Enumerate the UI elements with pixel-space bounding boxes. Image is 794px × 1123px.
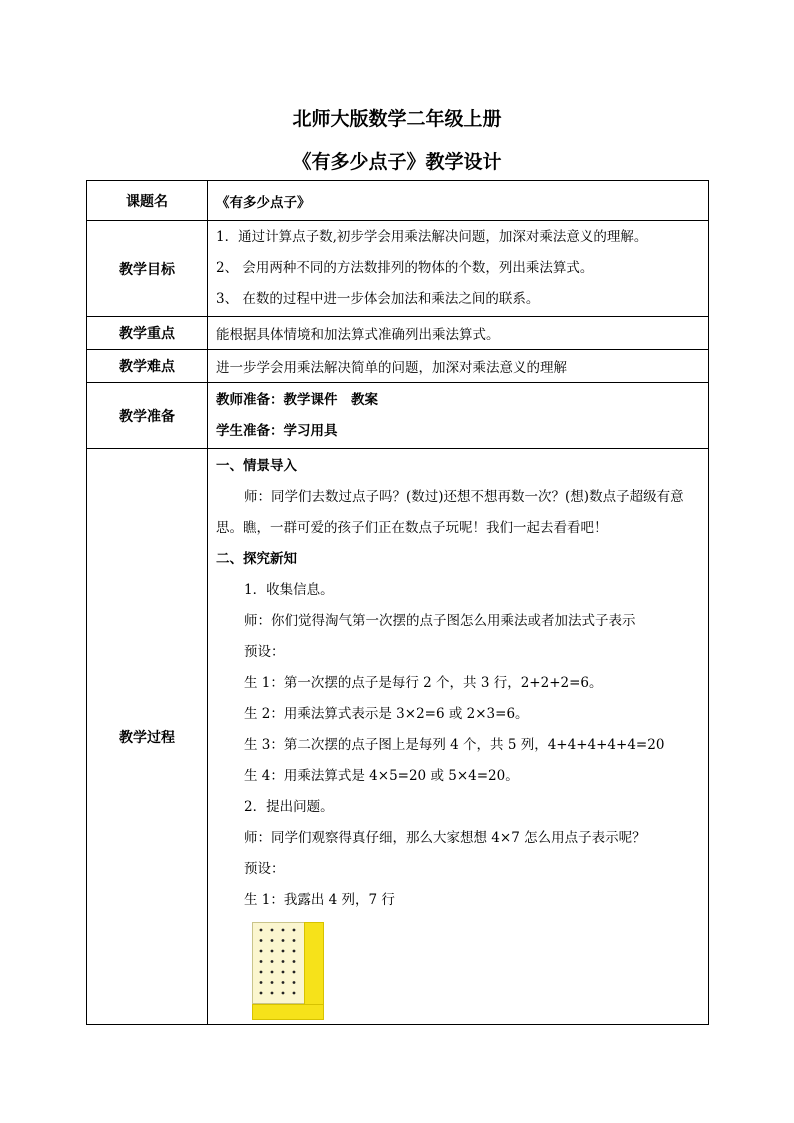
dot bbox=[293, 992, 296, 995]
dot bbox=[271, 939, 274, 942]
value-topic: 《有多少点子》 bbox=[208, 181, 709, 221]
value-difficulties: 进一步学会用乘法解决简单的问题，加深对乘法意义的理解 bbox=[208, 350, 709, 383]
value-goals bbox=[208, 221, 709, 317]
dot bbox=[271, 960, 274, 963]
step-line: 生 1：第一次摆的点子是每行 2 个，共 3 行，2+2+2=6。 bbox=[244, 675, 603, 691]
teacher-preparation: 教师准备：教学课件 教案 bbox=[216, 391, 378, 408]
step-line: 师：你们觉得淘气第一次摆的点子图怎么用乘法或者加法式子表示 bbox=[244, 613, 636, 629]
dot bbox=[293, 929, 296, 932]
dot bbox=[282, 929, 285, 932]
step-line: 2．提出问题。 bbox=[244, 799, 334, 815]
section-heading: 一、情景导入 bbox=[216, 458, 297, 474]
dot bbox=[271, 950, 274, 953]
cover-strip-bottom bbox=[252, 1004, 324, 1020]
dot-array-figure bbox=[252, 922, 324, 1020]
goal-item: 3、 在数的过程中进一步体会加法和乘法之间的联系。 bbox=[216, 291, 540, 307]
dot bbox=[260, 981, 263, 984]
goal-item: 2、 会用两种不同的方法数排列的物体的个数，列出乘法算式。 bbox=[216, 260, 594, 276]
lesson-plan-table bbox=[86, 180, 709, 1025]
dot bbox=[260, 971, 263, 974]
label-key-points: 教学重点 bbox=[87, 317, 208, 350]
cover-strip-right bbox=[304, 922, 324, 1014]
row-difficulties bbox=[87, 350, 709, 383]
step-line: 预设： bbox=[244, 644, 285, 660]
dot bbox=[282, 939, 285, 942]
step-line: 生 2：用乘法算式表示是 3×2=6 或 2×3=6。 bbox=[244, 706, 529, 722]
step-line: 1．收集信息。 bbox=[244, 582, 334, 598]
paragraph-line: 师：同学们去数过点子吗？(数过)还想不想再数一次？(想)数点子超级有意 bbox=[244, 489, 684, 505]
dot bbox=[282, 950, 285, 953]
value-key-points: 能根据具体情境和加法算式准确列出乘法算式。 bbox=[208, 317, 709, 350]
row-key-points bbox=[87, 317, 709, 350]
dot bbox=[271, 929, 274, 932]
label-process: 教学过程 bbox=[87, 449, 208, 1025]
student-preparation: 学生准备：学习用具 bbox=[216, 422, 338, 439]
step-line: 生 1：我露出 4 列，7 行 bbox=[244, 892, 395, 908]
step-line: 师：同学们观察得真仔细，那么大家想想 4×7 怎么用点子表示呢？ bbox=[244, 830, 646, 846]
lesson-title: 《有多少点子》教学设计 bbox=[292, 151, 502, 173]
dot bbox=[282, 992, 285, 995]
row-process bbox=[87, 449, 709, 1025]
paragraph-line: 思。瞧，一群可爱的孩子们正在数点子玩呢！我们一起去看看吧！ bbox=[216, 520, 608, 536]
row-preparation bbox=[87, 383, 709, 449]
dot bbox=[293, 939, 296, 942]
row-goals bbox=[87, 221, 709, 317]
dot bbox=[260, 960, 263, 963]
dot bbox=[293, 981, 296, 984]
step-line: 生 4：用乘法算式是 4×5=20 或 5×4=20。 bbox=[244, 768, 519, 784]
label-difficulties: 教学难点 bbox=[87, 350, 208, 383]
row-topic bbox=[87, 181, 709, 221]
dot-grid-icon bbox=[252, 922, 306, 1004]
section-heading: 二、探究新知 bbox=[216, 551, 297, 567]
value-preparation bbox=[208, 383, 709, 449]
label-goals: 教学目标 bbox=[87, 221, 208, 317]
goal-item: 1．通过计算点子数,初步学会用乘法解决问题，加深对乘法意义的理解。 bbox=[216, 229, 648, 245]
dot bbox=[260, 950, 263, 953]
dot bbox=[293, 950, 296, 953]
dot bbox=[260, 992, 263, 995]
step-line: 预设： bbox=[244, 861, 285, 877]
dot bbox=[293, 971, 296, 974]
dot bbox=[271, 992, 274, 995]
label-topic: 课题名 bbox=[87, 181, 208, 221]
dot bbox=[293, 960, 296, 963]
dot bbox=[271, 981, 274, 984]
dot bbox=[282, 960, 285, 963]
dot bbox=[282, 981, 285, 984]
label-preparation: 教学准备 bbox=[87, 383, 208, 449]
step-line: 生 3：第二次摆的点子图上是每列 4 个，共 5 列，4+4+4+4+4=20 bbox=[244, 737, 665, 753]
value-process bbox=[208, 449, 709, 1025]
dot bbox=[260, 939, 263, 942]
document-title: 北师大版数学二年级上册 bbox=[292, 108, 502, 130]
dot bbox=[282, 971, 285, 974]
dot bbox=[271, 971, 274, 974]
dot bbox=[260, 929, 263, 932]
